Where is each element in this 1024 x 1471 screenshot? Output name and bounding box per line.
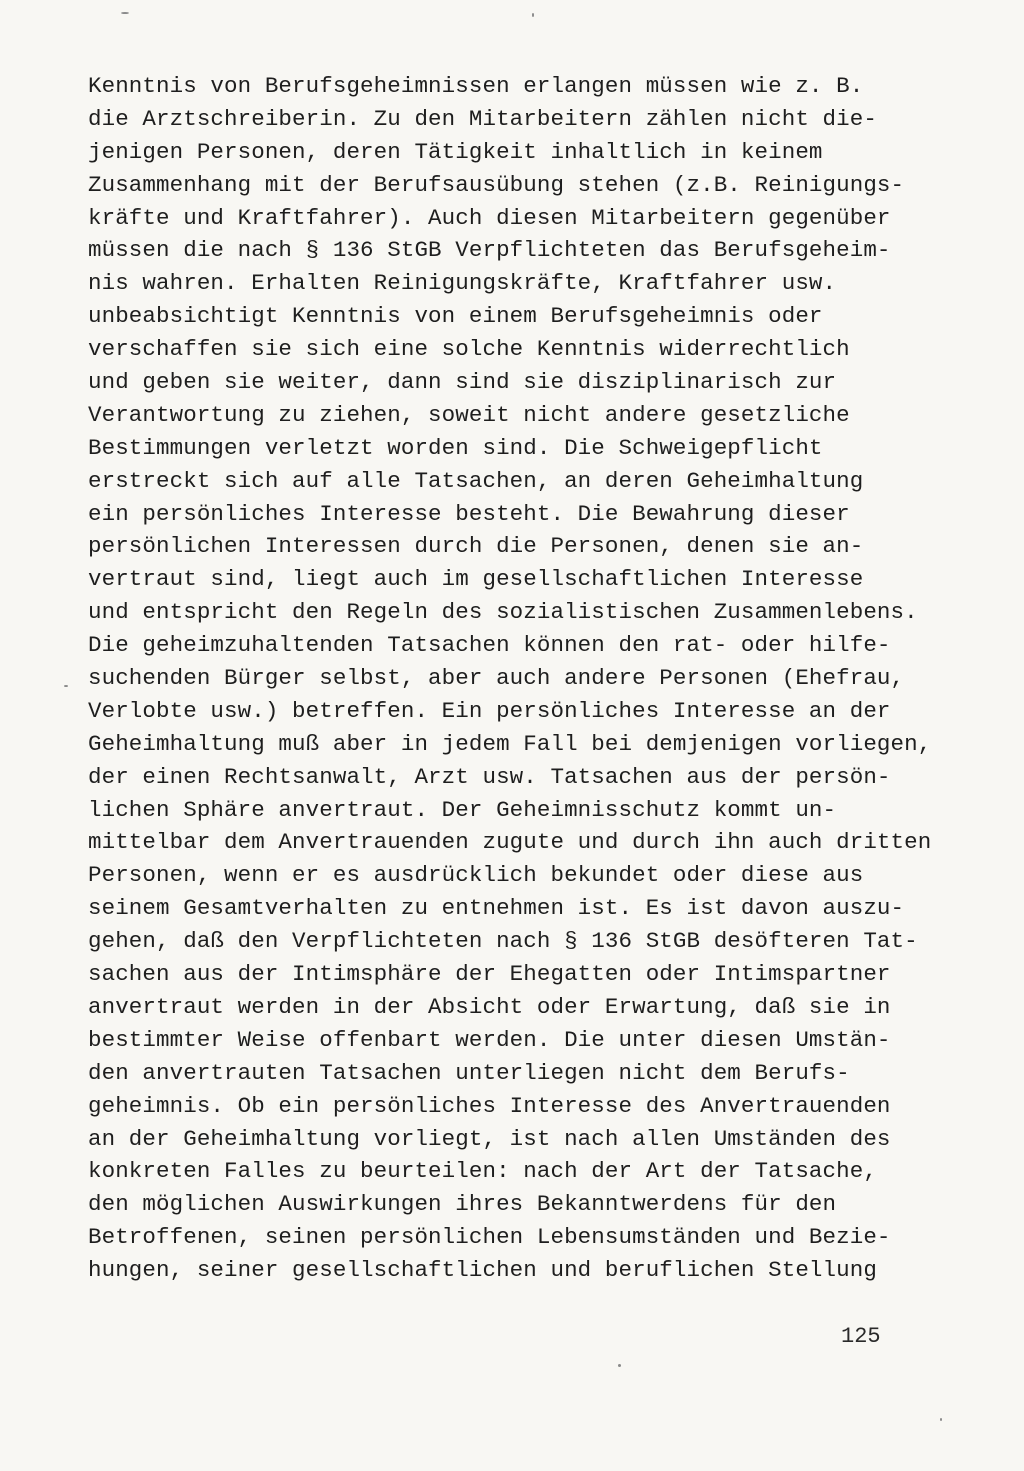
scan-speck — [532, 13, 534, 17]
text-line: ein persönliches Interesse besteht. Die Bewahrung dieser — [88, 500, 850, 527]
text-line: Verlobte usw.) betreffen. Ein persönliches Interesse an der — [88, 697, 891, 724]
text-line: Personen, wenn er es ausdrücklich bekundet oder diese aus — [88, 862, 864, 889]
scan-speck — [618, 1364, 621, 1367]
text-line: Geheimhaltung muß aber in jedem Fall bei demjenigen vorliegen, — [88, 730, 932, 757]
text-line: Bestimmungen verletzt worden sind. Die Schweigepflicht — [88, 434, 823, 461]
text-line: die Arztschreiberin. Zu den Mitarbeitern zählen nicht die- — [88, 105, 877, 132]
text-line: mittelbar dem Anvertrauenden zugute und durch ihn auch dritten — [88, 829, 932, 856]
text-line: lichen Sphäre anvertraut. Der Geheimnisschutz kommt un- — [88, 796, 837, 823]
text-line: Die geheimzuhaltenden Tatsachen können den rat- oder hilfe- — [88, 632, 891, 659]
text-line: unbeabsichtigt Kenntnis von einem Berufsgeheimnis oder — [88, 303, 823, 330]
text-line: nis wahren. Erhalten Reinigungskräfte, Kraftfahrer usw. — [88, 270, 837, 297]
text-line: hungen, seiner gesellschaftlichen und beruflichen Stellung — [88, 1257, 877, 1284]
text-line: bestimmter Weise offenbart werden. Die unter diesen Umstän- — [88, 1026, 891, 1053]
text-line: konkreten Falles zu beurteilen: nach der Art der Tatsache, — [88, 1158, 877, 1185]
text-line: müssen die nach § 136 StGB Verpflichteten das Berufsgeheim- — [88, 237, 891, 264]
text-line: und geben sie weiter, dann sind sie disziplinarisch zur — [88, 369, 837, 396]
text-line: den möglichen Auswirkungen ihres Bekanntwerdens für den — [88, 1191, 837, 1218]
text-line: jenigen Personen, deren Tätigkeit inhaltlich in keinem — [88, 138, 823, 165]
text-line: sachen aus der Intimsphäre der Ehegatten oder Intimspartner — [88, 961, 891, 988]
body-text — [88, 70, 948, 1287]
page-number: 125 — [841, 1324, 881, 1349]
text-line: den anvertrauten Tatsachen unterliegen nicht dem Berufs- — [88, 1059, 850, 1086]
text-line: Verantwortung zu ziehen, soweit nicht andere gesetzliche — [88, 401, 850, 428]
text-line: anvertraut werden in der Absicht oder Erwartung, daß sie in — [88, 993, 891, 1020]
text-line: verschaffen sie sich eine solche Kenntnis widerrechtlich — [88, 336, 850, 363]
scan-speck — [121, 12, 129, 14]
text-line: Betroffenen, seinen persönlichen Lebensumständen und Bezie- — [88, 1224, 891, 1251]
text-line: an der Geheimhaltung vorliegt, ist nach allen Umständen des — [88, 1125, 891, 1152]
scan-speck — [940, 1418, 942, 1421]
text-line: kräfte und Kraftfahrer). Auch diesen Mitarbeitern gegenüber — [88, 204, 891, 231]
text-line: persönlichen Interessen durch die Personen, denen sie an- — [88, 533, 864, 560]
text-line: suchenden Bürger selbst, aber auch andere Personen (Ehefrau, — [88, 665, 905, 692]
text-line: der einen Rechtsanwalt, Arzt usw. Tatsachen aus der persön- — [88, 763, 891, 790]
text-line: Zusammenhang mit der Berufsausübung stehen (z.B. Reinigungs- — [88, 171, 905, 198]
text-line: seinem Gesamtverhalten zu entnehmen ist. Es ist davon auszu- — [88, 895, 905, 922]
text-line: vertraut sind, liegt auch im gesellschaftlichen Interesse — [88, 566, 864, 593]
text-line: geheimnis. Ob ein persönliches Interesse des Anvertrauenden — [88, 1092, 891, 1119]
text-line: gehen, daß den Verpflichteten nach § 136 StGB desöfteren Tat- — [88, 928, 918, 955]
scan-speck — [64, 685, 68, 687]
text-line: erstreckt sich auf alle Tatsachen, an deren Geheimhaltung — [88, 467, 864, 494]
text-line: Kenntnis von Berufsgeheimnissen erlangen müssen wie z. B. — [88, 73, 864, 99]
text-line: und entspricht den Regeln des sozialistischen Zusammenlebens. — [88, 599, 918, 626]
